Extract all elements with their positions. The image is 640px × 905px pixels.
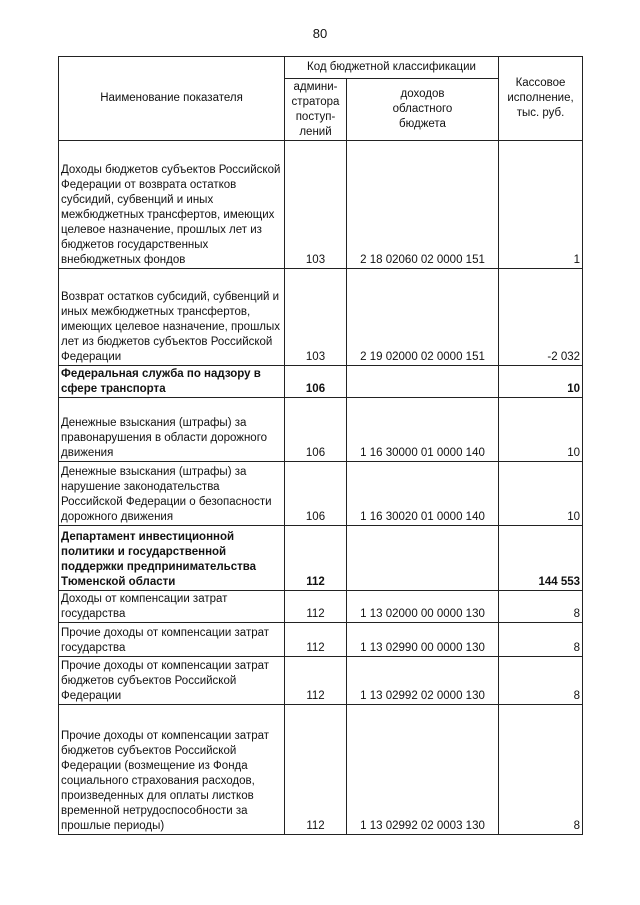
header-name: Наименование показателя bbox=[59, 57, 285, 141]
cell-name: Доходы от компенсации затрат государства bbox=[59, 591, 285, 623]
cell-code: 1 16 30020 01 0000 140 bbox=[347, 462, 499, 526]
cell-admin: 112 bbox=[285, 705, 347, 835]
cell-value: 144 553 bbox=[499, 526, 583, 591]
cell-code: 1 13 02992 02 0000 130 bbox=[347, 657, 499, 705]
cell-name: Департамент инвестиционной политики и государственной поддержки предпринимательства Тюменской области bbox=[59, 526, 285, 591]
cell-code bbox=[347, 526, 499, 591]
cell-value: 1 bbox=[499, 141, 583, 269]
header-income: доходов областного бюджета bbox=[347, 79, 499, 141]
cell-name: Прочие доходы от компенсации затрат государства bbox=[59, 623, 285, 657]
table-row bbox=[59, 705, 583, 835]
table-row bbox=[59, 526, 583, 591]
cell-name: Денежные взыскания (штрафы) за правонарушения в области дорожного движения bbox=[59, 398, 285, 462]
cell-admin: 112 bbox=[285, 526, 347, 591]
cell-admin: 103 bbox=[285, 141, 347, 269]
cell-admin: 112 bbox=[285, 591, 347, 623]
cell-admin: 106 bbox=[285, 366, 347, 398]
header-value: Кассовое исполнение, тыс. руб. bbox=[499, 57, 583, 141]
cell-code: 1 13 02990 00 0000 130 bbox=[347, 623, 499, 657]
header-admin: админи-стратора поступ-лений bbox=[285, 79, 347, 141]
cell-code bbox=[347, 366, 499, 398]
table-row bbox=[59, 398, 583, 462]
budget-table bbox=[58, 56, 583, 835]
cell-value: -2 032 bbox=[499, 269, 583, 366]
cell-admin: 106 bbox=[285, 398, 347, 462]
cell-code: 1 13 02992 02 0003 130 bbox=[347, 705, 499, 835]
table-row bbox=[59, 269, 583, 366]
cell-name: Прочие доходы от компенсации затрат бюджетов субъектов Российской Федерации bbox=[59, 657, 285, 705]
cell-value: 10 bbox=[499, 398, 583, 462]
table-row bbox=[59, 591, 583, 623]
cell-admin: 103 bbox=[285, 269, 347, 366]
table-body bbox=[59, 141, 583, 835]
cell-admin: 112 bbox=[285, 657, 347, 705]
cell-name: Возврат остатков субсидий, субвенций и иных межбюджетных трансфертов, имеющих целевое назначение, прошлых лет из бюджетов субъектов Российской Федерации bbox=[59, 269, 285, 366]
table-header bbox=[59, 57, 583, 141]
header-code-group: Код бюджетной классификации bbox=[285, 57, 499, 79]
table-row bbox=[59, 657, 583, 705]
page-number: 80 bbox=[312, 26, 328, 41]
cell-value: 10 bbox=[499, 366, 583, 398]
cell-value: 8 bbox=[499, 657, 583, 705]
cell-value: 8 bbox=[499, 623, 583, 657]
cell-name: Федеральная служба по надзору в сфере транспорта bbox=[59, 366, 285, 398]
cell-value: 8 bbox=[499, 705, 583, 835]
cell-admin: 106 bbox=[285, 462, 347, 526]
table-row bbox=[59, 366, 583, 398]
cell-code: 1 16 30000 01 0000 140 bbox=[347, 398, 499, 462]
cell-code: 2 19 02000 02 0000 151 bbox=[347, 269, 499, 366]
cell-code: 2 18 02060 02 0000 151 bbox=[347, 141, 499, 269]
cell-name: Денежные взыскания (штрафы) за нарушение законодательства Российской Федерации о безопасности дорожного движения bbox=[59, 462, 285, 526]
cell-value: 8 bbox=[499, 591, 583, 623]
table-row bbox=[59, 623, 583, 657]
cell-code: 1 13 02000 00 0000 130 bbox=[347, 591, 499, 623]
cell-admin: 112 bbox=[285, 623, 347, 657]
table-row bbox=[59, 141, 583, 269]
cell-name: Прочие доходы от компенсации затрат бюджетов субъектов Российской Федерации (возмещение из Фонда социального страхования расходов, произведенных для оплаты листков временной нетрудоспособности за прошлые периоды) bbox=[59, 705, 285, 835]
cell-value: 10 bbox=[499, 462, 583, 526]
cell-name: Доходы бюджетов субъектов Российской Федерации от возврата остатков субсидий, субвенций и иных межбюджетных трансфертов, имеющих целевое назначение, прошлых лет из бюджетов государственных внебюджетных фондов bbox=[59, 141, 285, 269]
table-row bbox=[59, 462, 583, 526]
